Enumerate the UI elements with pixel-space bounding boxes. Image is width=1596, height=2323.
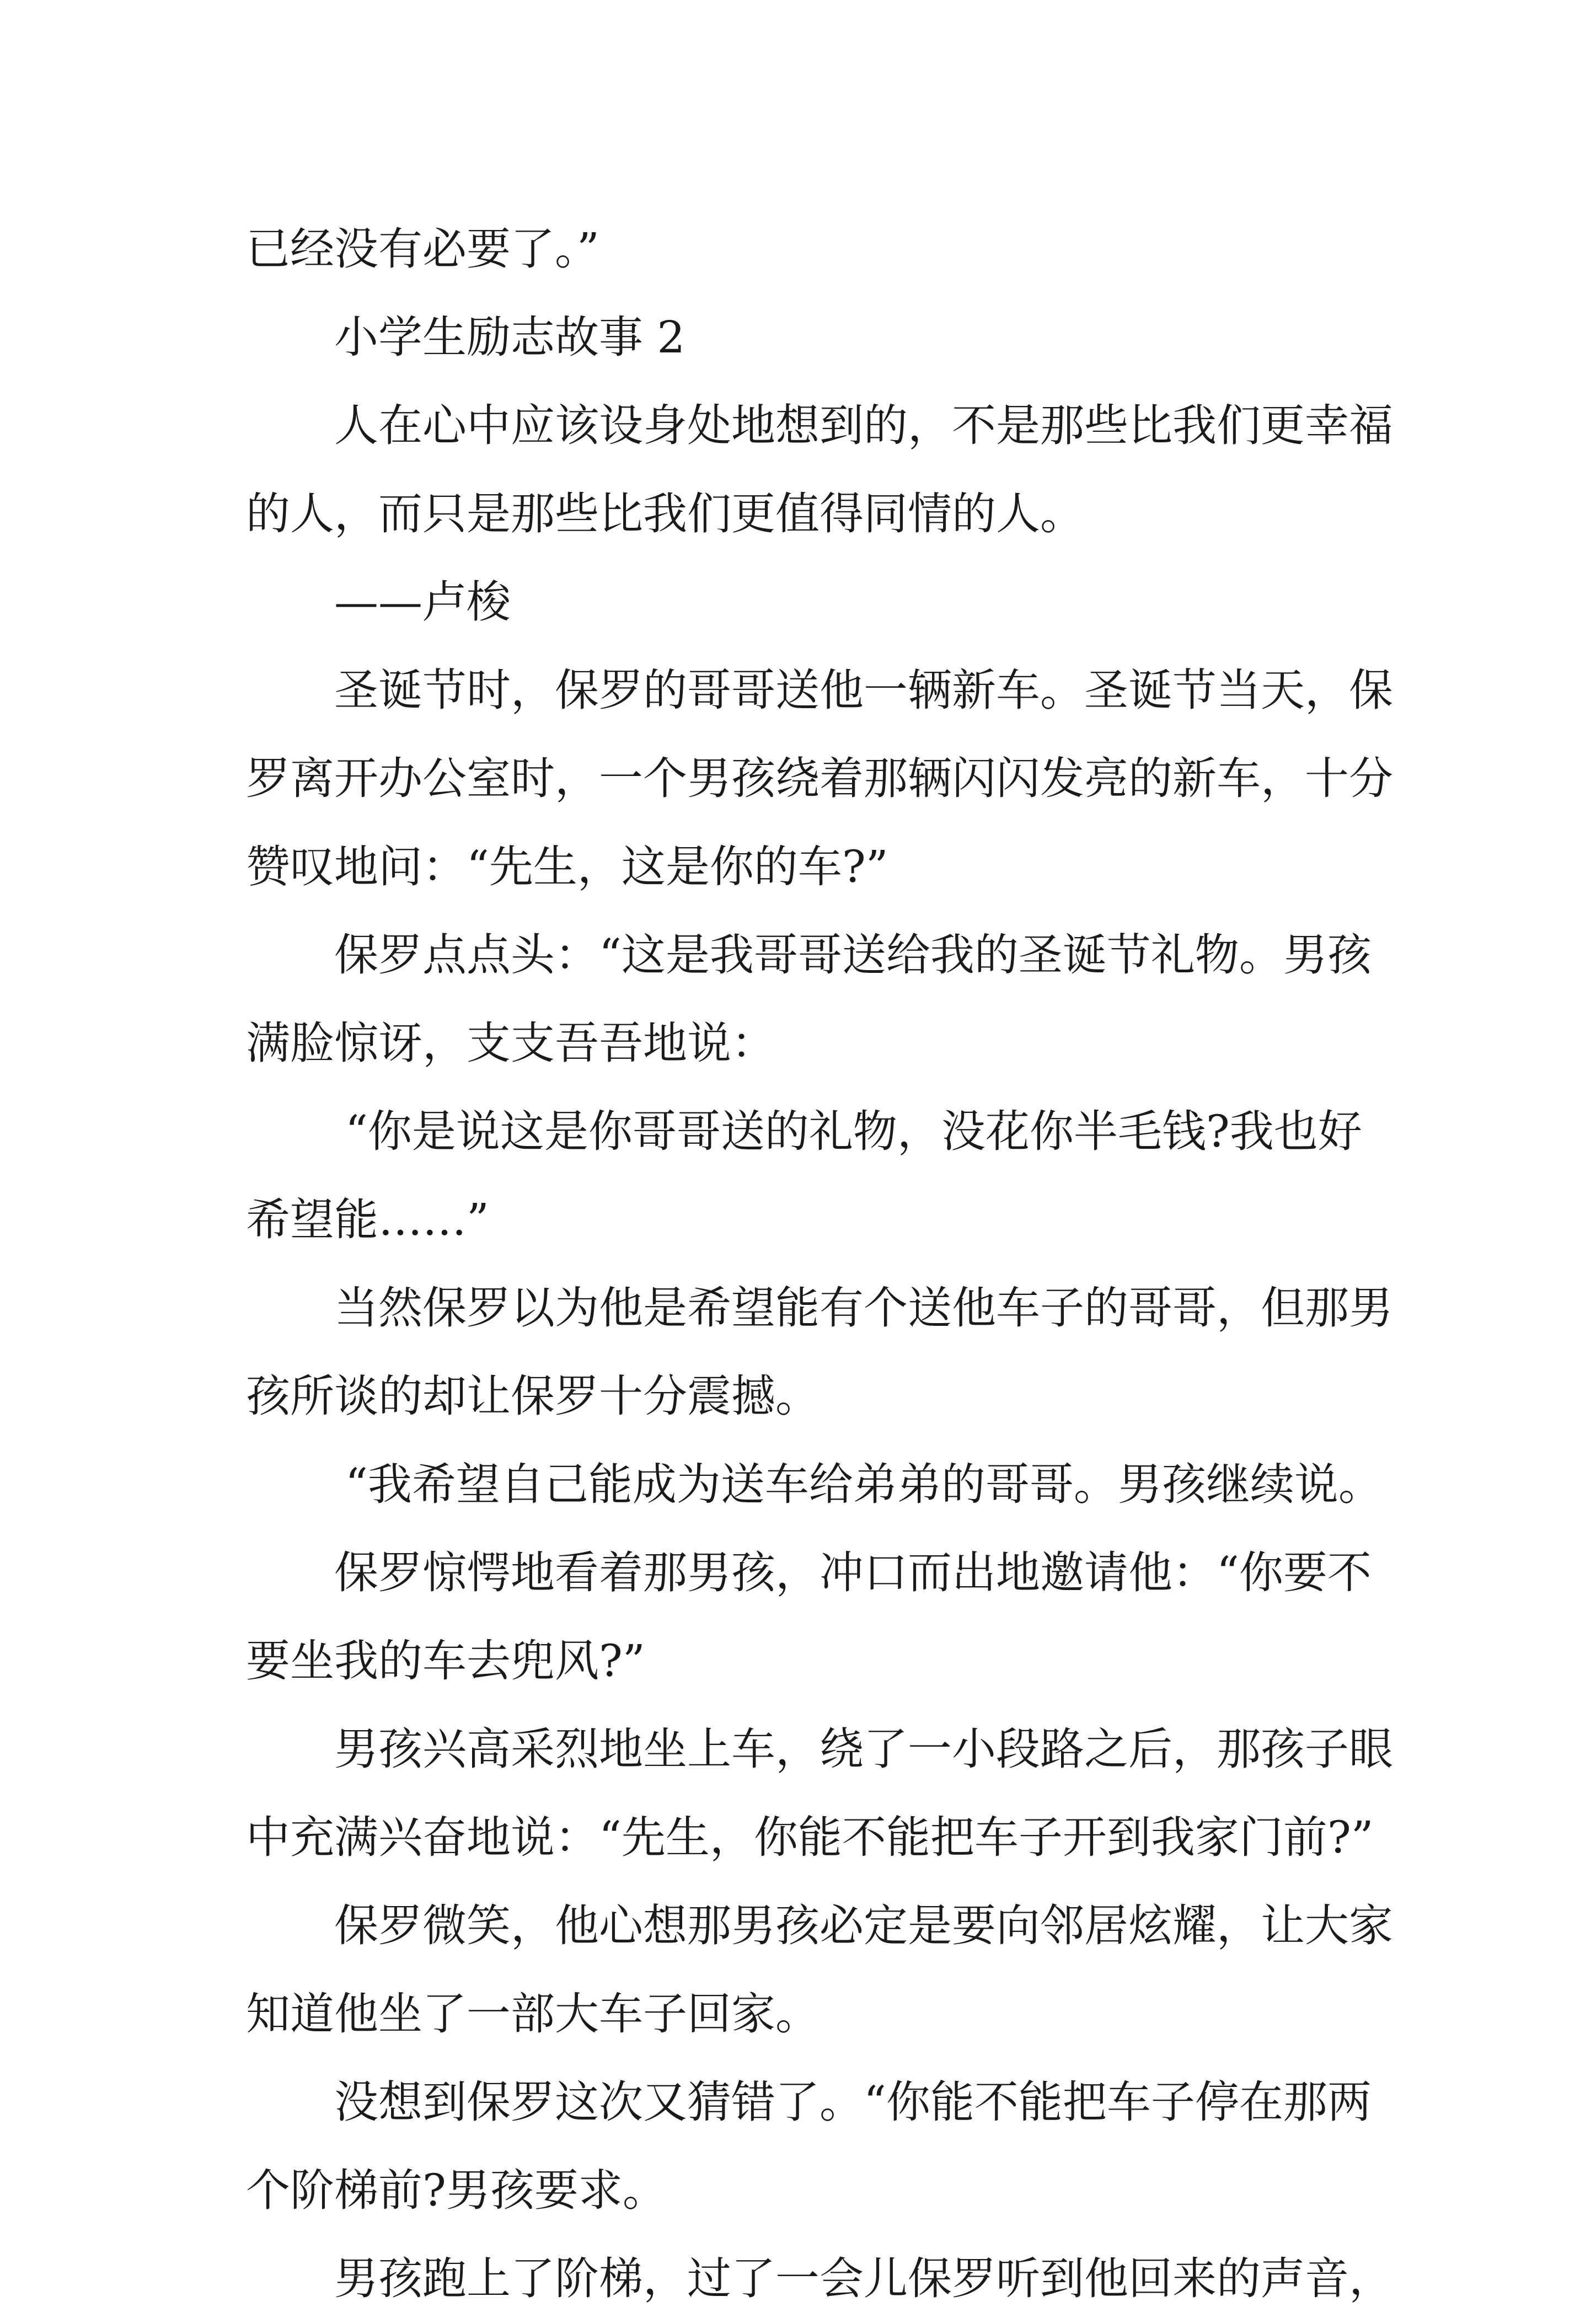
quote-attribution: ——卢梭 bbox=[334, 576, 511, 628]
text-line: 希望能……” bbox=[246, 1194, 489, 1245]
text-line: 个阶梯前?男孩要求。 bbox=[246, 2165, 667, 2216]
text-line: “我希望自己能成为送车给弟弟的哥哥。男孩继续说。 bbox=[345, 1459, 1383, 1510]
text-line: 孩所谈的却让保罗十分震撼。 bbox=[246, 1371, 820, 1422]
text-line: 要坐我的车去兜风?” bbox=[246, 1635, 645, 1687]
text-line: 当然保罗以为他是希望能有个送他车子的哥哥，但那男 bbox=[334, 1282, 1393, 1334]
text-line: 男孩兴高采烈地坐上车，绕了一小段路之后，那孩子眼 bbox=[334, 1723, 1393, 1775]
text-line: 圣诞节时，保罗的哥哥送他一辆新车。圣诞节当天，保 bbox=[334, 665, 1393, 716]
text-line: 中充满兴奋地说：“先生，你能不能把车子开到我家门前?” bbox=[246, 1812, 1374, 1863]
text-line: “你是说这是你哥哥送的礼物，没花你半毛钱?我也好 bbox=[345, 1106, 1362, 1157]
text-line: 保罗微笑，他心想那男孩必定是要向邻居炫耀，让大家 bbox=[334, 1900, 1393, 1951]
text-line: 知道他坐了一部大车子回家。 bbox=[246, 1988, 820, 2040]
section-heading: 小学生励志故事 2 bbox=[334, 312, 685, 363]
text-line: 男孩跑上了阶梯，过了一会儿保罗听到他回来的声音， bbox=[334, 2253, 1393, 2304]
text-line: 的人，而只是那些比我们更值得同情的人。 bbox=[246, 488, 1084, 539]
document-body bbox=[246, 205, 1393, 2323]
text-line: 满脸惊讶，支支吾吾地说： bbox=[246, 1018, 775, 1069]
text-line: 没想到保罗这次又猜错了。“你能不能把车子停在那两 bbox=[334, 2076, 1372, 2128]
text-line: 保罗点点头：“这是我哥哥送给我的圣诞节礼物。男孩 bbox=[334, 929, 1372, 981]
text-line: 保罗惊愕地看着那男孩，冲口而出地邀请他：“你要不 bbox=[334, 1547, 1372, 1598]
text-line: 赞叹地问：“先生，这是你的车?” bbox=[246, 841, 888, 892]
text-line: 人在心中应该设身处地想到的，不是那些比我们更幸福 bbox=[334, 400, 1393, 451]
text-line: 罗离开办公室时，一个男孩绕着那辆闪闪发亮的新车，十分 bbox=[246, 753, 1393, 804]
text-line: 已经没有必要了。” bbox=[246, 223, 599, 275]
